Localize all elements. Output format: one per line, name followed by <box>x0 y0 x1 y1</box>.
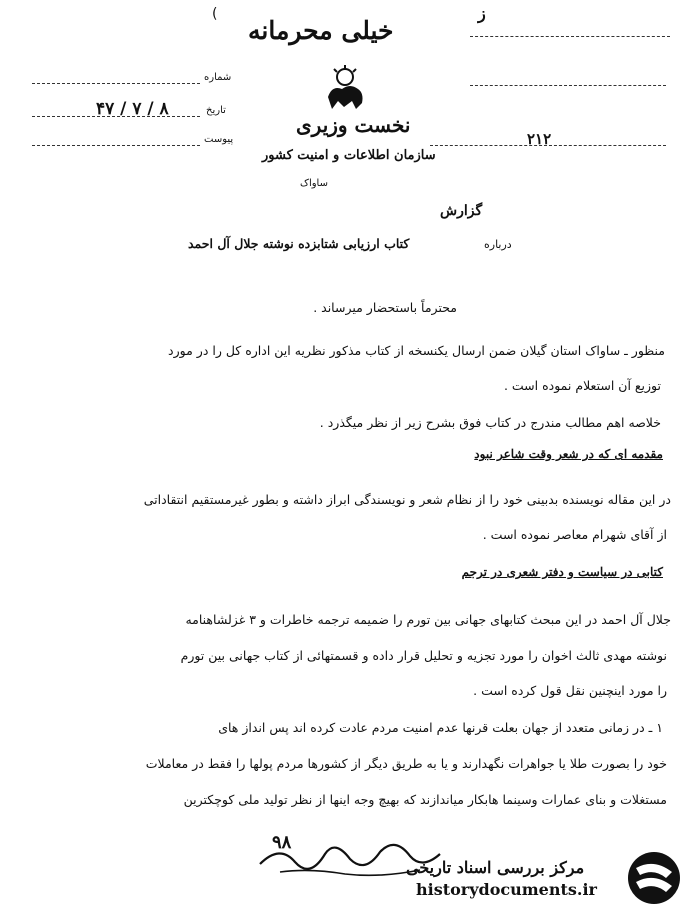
section2-line-3: را مورد اینچنین نقل قول کرده است . <box>473 683 667 698</box>
section2-line-6: مستغلات و بنای عمارات وسینما هابکار میاندازند که بهیچ وجه اینها از نظر تولید ملی کوچکترین <box>183 792 667 807</box>
ministry-name: نخست وزیری <box>296 113 411 137</box>
corner-paren: ( <box>212 6 218 22</box>
section-heading-2: کتابی در سیاست و دفتر شعری در ترجم <box>461 565 663 579</box>
lion-sun-emblem-icon <box>322 63 368 113</box>
section-heading-1: مقدمه ای که در شعر وقت شاعر نبود <box>474 447 663 461</box>
agency-name: سازمان اطلاعات و امنیت کشور <box>262 148 436 163</box>
subject-label: درباره <box>484 238 512 251</box>
attachment-field-line <box>32 145 200 146</box>
right-field-line-2 <box>470 85 666 86</box>
report-title: گزارش <box>440 203 483 219</box>
corner-mark: ز <box>478 4 486 23</box>
section2-line-1: جلال آل احمد در این مبحث کتابهای جهانی بین تورم را ضمیمه ترجمه خاطرات و ۳ غزلشاهنامه <box>185 612 671 627</box>
reference-number: ۲۱۲ <box>527 130 552 148</box>
archive-logo-icon <box>596 848 682 908</box>
section2-line-5: خود را بصورت طلا یا جواهرات نگهدارند و یا به طریق دیگر از کشورها مردم پولها را فقط در معاملات <box>145 756 667 771</box>
right-field-line-1 <box>470 36 670 37</box>
paragraph-line-3: خلاصه اهم مطالب مندرج در کتاب فوق بشرح زیر از نظر میگذرد . <box>319 415 661 430</box>
sub-unit: ساواک <box>300 178 328 189</box>
salutation: محترماً باستحضار میرساند . <box>313 300 457 315</box>
footer-organization: مرکز بررسی اسناد تاریخی <box>406 858 585 877</box>
section1-line-2: از آقای شهرام معاصر نموده است . <box>482 527 667 542</box>
subject-text: کتاب ارزیابی شتابزده نوشته جلال آل احمد <box>188 236 410 251</box>
signature-note: ۹۸ <box>272 832 292 853</box>
section2-line-4: ۱ ـ در زمانی متعدد از جهان بعلت قرنها عدم امنیت مردم عادت کرده اند پس انداز های <box>218 720 663 735</box>
paragraph-line-2: توزیع آن استعلام نموده است . <box>503 378 661 393</box>
date-label: تاریخ <box>206 105 226 116</box>
paragraph-line-1: منظور ـ ساواک استان گیلان ضمن ارسال یکنسخه از کتاب مذکور نظریه این اداره کل را در مورد <box>168 343 665 358</box>
number-field-line <box>32 83 200 84</box>
section2-line-2: نوشته مهدی ثالث اخوان را مورد تجزیه و تحلیل قرار داده و قسمتهائی از کتاب جهانی بین تورم <box>180 648 667 663</box>
attachment-label: پیوست <box>204 134 234 145</box>
classification-title: خیلی محرمانه <box>248 16 394 45</box>
number-label: شماره <box>204 72 232 83</box>
footer-website: historydocuments.ir <box>416 880 597 899</box>
section1-line-1: در این مقاله نویسنده بدبینی خود را از نظام شعر و نویسندگی ابراز داشته و بطور غیرمستقیم انتقاداتی <box>143 492 671 507</box>
date-value: ۸ / ۷ / ۴۷ <box>96 99 169 119</box>
